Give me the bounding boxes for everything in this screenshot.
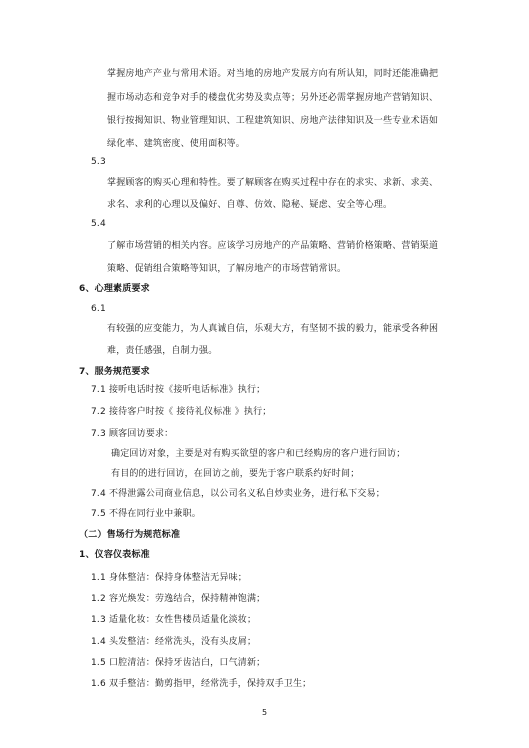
text-line: 7.3 顾客回访要求： — [91, 429, 174, 439]
text-line: 难，责任感强，自制力强。 — [107, 346, 218, 356]
text-line: 7.1 接听电话时按《接听电话标准》执行； — [91, 385, 266, 395]
text-line: 有较强的应变能力，为人真诚自信，乐观大方，有坚韧不拔的毅力，能承受各种困 — [107, 324, 439, 334]
text-line: 掌握房地产产业与常用术语。对当地的房地产发展方向有所认知，同时还能准确把 — [107, 69, 439, 79]
text-line: 5.3 — [91, 157, 106, 167]
text-line: 1.4 头发整洁：经常洗头，没有头皮屑； — [91, 637, 257, 647]
text-line: 5.4 — [91, 219, 106, 229]
text-line: 银行按揭知识、物业管理知识、工程建筑知识、房地产法律知识及一些专业术语如 — [107, 116, 439, 126]
text-line: 有目的的进行回访，在回访之前，要先于客户联系约好时间； — [111, 469, 360, 479]
text-line: 掌握顾客的购买心理和特性。要了解顾客在购买过程中存在的求实、求新、求美、 — [107, 178, 439, 188]
text-line: 6.1 — [91, 304, 106, 314]
text-line: 1.2 容光焕发：劳逸结合，保持精神饱满； — [91, 594, 266, 604]
text-line: 1.3 适量化妆：女性售楼员适量化淡妆； — [91, 615, 257, 625]
text-line: 了解市场营销的相关内容。应该学习房地产的产品策略、营销价格策略、营销渠道 — [107, 241, 439, 251]
text-line: 策略、促销组合策略等知识，了解房地产的市场营销常识。 — [107, 264, 347, 274]
text-line: 1.1 身体整洁：保持身体整洁无异味； — [91, 573, 247, 583]
section-heading: 6、心理素质要求 — [79, 284, 150, 294]
page-number: 5 — [261, 708, 268, 717]
text-line: 7.4 不得泄露公司商业信息，以公司名义私自炒卖业务，进行私下交易； — [91, 489, 385, 499]
text-line: 握市场动态和竞争对手的楼盘优劣势及卖点等；另外还必需掌握房地产营销知识、 — [107, 93, 439, 103]
section-heading: 7、服务规范要求 — [79, 367, 150, 377]
text-line: 1.6 双手整洁：勤剪指甲，经常洗手，保持双手卫生； — [91, 679, 312, 689]
text-line: 7.5 不得在同行业中兼职。 — [91, 509, 201, 519]
text-line: 确定回访对象，主要是对有购买欲望的客户和已经购房的客户进行回访； — [111, 449, 406, 459]
text-line: 求名、求利的心理以及偏好、自尊、仿效、隐秘、疑虑、安全等心理。 — [107, 200, 393, 210]
text-line: 7.2 接待客户时按《 接待礼仪标准 》执行； — [91, 407, 272, 417]
section-heading: 1、仪容仪表标准 — [79, 550, 150, 560]
text-line: 绿化率、建筑密度、使用面积等。 — [107, 139, 246, 149]
section-heading: （二）售场行为规范标准 — [79, 530, 181, 540]
text-line: 1.5 口腔清洁：保持牙齿洁白，口气清新； — [91, 658, 266, 668]
